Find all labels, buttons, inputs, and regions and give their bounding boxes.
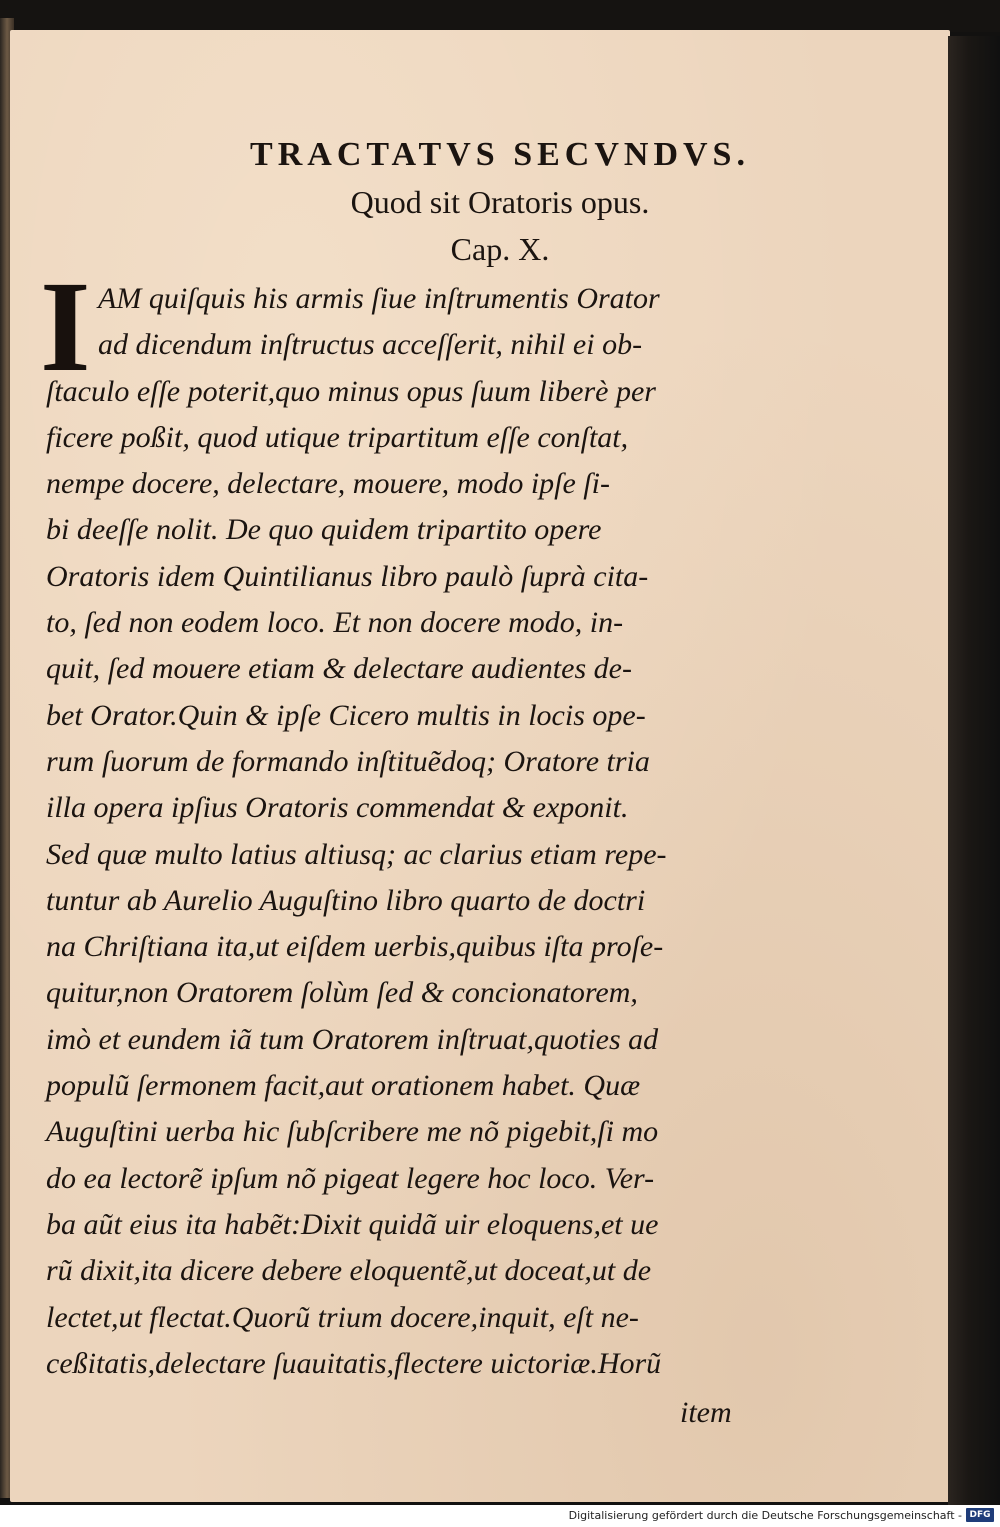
text-line: rum ſuorum de formando inſtituẽdoq; Oratore tria [46,744,650,778]
text-line: nempe docere, delectare, mouere, modo ipſe ſi- [46,467,610,501]
text-line: quitur,non Oratorem ſolùm ſed & concionatorem, [46,976,638,1010]
text-line: na Chriſtiana ita,ut eiſdem uerbis,quibus iſta proſe- [46,930,664,964]
text-line: Sed quæ multo latius altiusq; ac clarius etiam repe- [46,837,667,871]
text-line: lectet,ut flectat.Quorũ trium docere,inquit, eſt ne- [46,1300,639,1334]
text-line: populũ ſermonem facit,aut orationem habet. Quæ [46,1069,641,1103]
scan-background-top [0,0,1000,32]
text-line: Auguſtini uerba hic ſubſcribere me nõ pigebit,ſi mo [46,1115,659,1149]
text-line: illa opera ipſius Oratoris commendat & exponit. [46,791,629,825]
text-line: quit, ſed mouere etiam & delectare audientes de- [46,652,632,686]
chapter-heading: Cap. X. [450,231,550,267]
text-line: ba aũt eius ita habẽt:Dixit quidã uir eloquens,et ue [46,1207,659,1241]
text-line: Oratoris idem Quintilianus libro paulò ſuprà cita- [46,559,649,593]
running-title: TRACTATVS SECVNDVS. [250,136,750,173]
text-line: ficere poßit, quod utique tripartitum eſſe conſtat, [46,420,629,454]
section-title: Quod sit Oratoris opus. [350,184,650,220]
dfg-logo[interactable]: DFG [966,1508,994,1522]
text-line: ſtaculo eſſe poterit,quo minus opus ſuum liberè per [46,374,656,408]
text-line: bet Orator.Quin & ipſe Cicero multis in locis ope- [46,698,646,732]
body-text [46,276,746,1387]
text-line: to, ſed non eodem loco. Et non docere modo, in- [46,606,624,640]
drop-cap-initial: I [40,255,91,399]
text-line: imò et eundem iã tum Oratorem inſtruat,quoties ad [46,1022,659,1056]
text-line: bi deeſſe nolit. De quo quidem tripartito opere [46,513,602,547]
text-line: do ea lectorẽ ipſum nõ pigeat legere hoc loco. Ver- [46,1161,655,1195]
text-line: ad dicendum inſtructus acceſſerit, nihil ei ob- [98,328,643,362]
text-line: tuntur ab Aurelio Auguſtino libro quarto de doctri [46,883,646,917]
catchword: item [680,1396,732,1429]
footer-credit: Digitalisierung gefördert durch die Deutsche Forschungsgemeinschaft - [568,1509,962,1522]
text-line: ceßitatis,delectare ſuauitatis,flectere uictoriæ.Horũ [46,1346,662,1380]
text-line: AM quiſquis his armis ſiue inſtrumentis Orator [98,282,660,315]
text-line: rũ dixit,ita dicere debere eloquentẽ,ut doceat,ut de [46,1254,652,1288]
